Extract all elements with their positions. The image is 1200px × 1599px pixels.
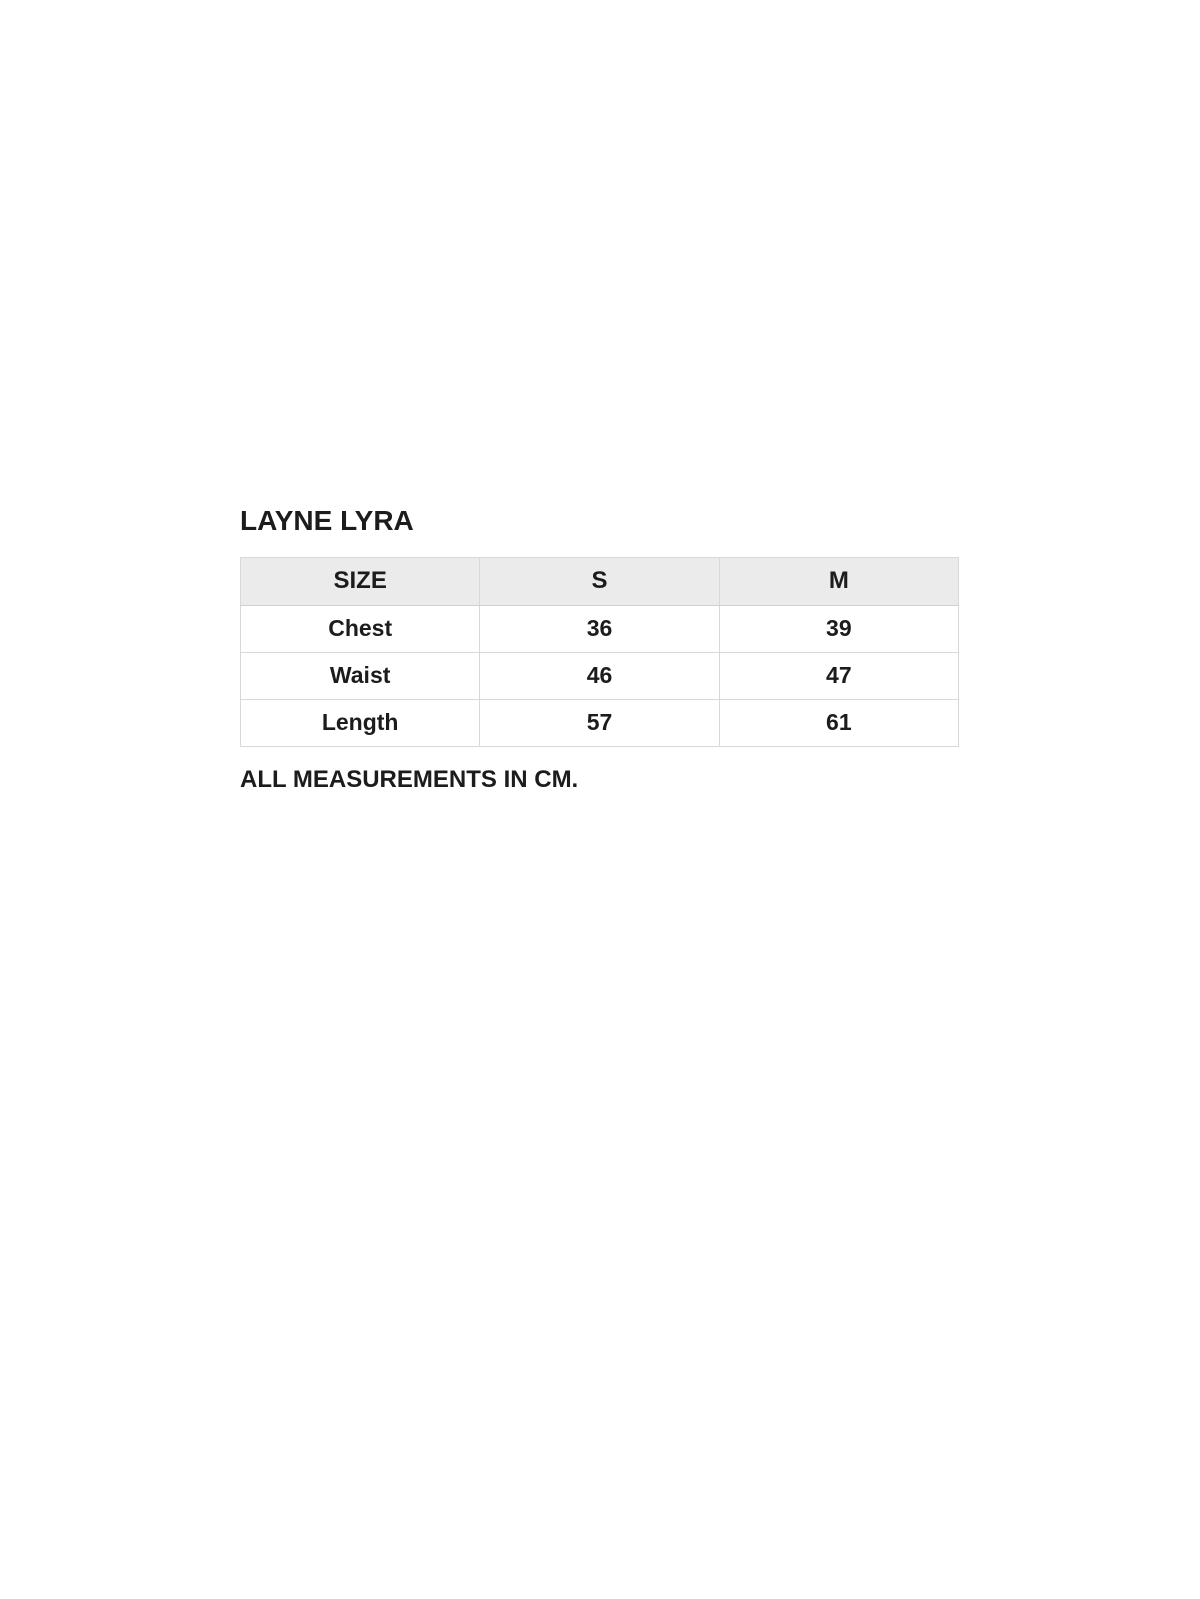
table-row-chest xyxy=(241,605,959,652)
row-label-chest: Chest xyxy=(241,605,480,652)
row-label-length: Length xyxy=(241,699,480,746)
cell-waist-m: 47 xyxy=(719,652,958,699)
row-label-waist: Waist xyxy=(241,652,480,699)
header-cell-m: M xyxy=(719,557,958,605)
size-chart-section xyxy=(240,506,959,794)
cell-chest-s: 36 xyxy=(480,605,719,652)
cell-waist-s: 46 xyxy=(480,652,719,699)
table-row-waist xyxy=(241,652,959,699)
measurements-note: ALL MEASUREMENTS IN CM. xyxy=(240,765,579,793)
table-row-length xyxy=(241,699,959,746)
cell-length-m: 61 xyxy=(719,699,958,746)
page-title: LAYNE LYRA xyxy=(240,505,414,536)
header-cell-s: S xyxy=(480,557,719,605)
size-chart-table xyxy=(240,557,959,747)
table-header-row xyxy=(241,557,959,605)
cell-chest-m: 39 xyxy=(719,605,958,652)
header-cell-size: SIZE xyxy=(241,557,480,605)
cell-length-s: 57 xyxy=(480,699,719,746)
